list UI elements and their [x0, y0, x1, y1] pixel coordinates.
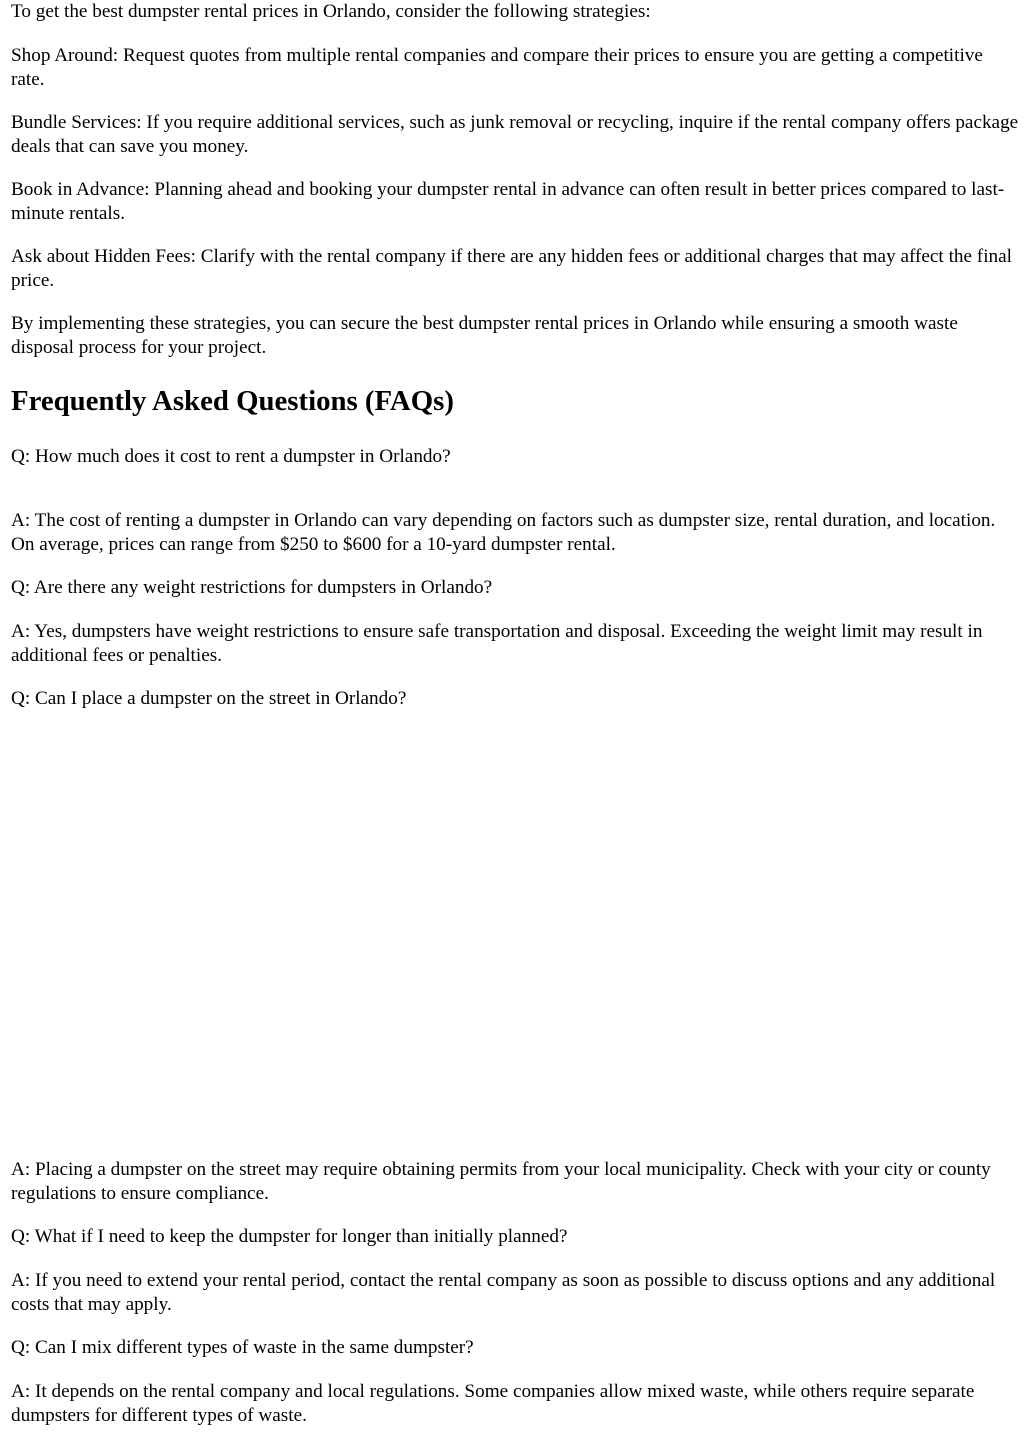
- strategy-shop-around: Shop Around: Request quotes from multiple rental companies and compare their prices to ensure you are getting a competitive rate.: [11, 45, 983, 90]
- faq-question: Q: How much does it cost to rent a dumpster in Orlando?: [11, 446, 451, 467]
- intro-paragraph: To get the best dumpster rental prices in Orlando, consider the following strategies:: [11, 1, 651, 22]
- faq-question: Q: Are there any weight restrictions for dumpsters in Orlando?: [11, 577, 493, 598]
- faq-answer: A: It depends on the rental company and local regulations. Some companies allow mixed waste, while others require separate dumpsters for different types of waste.: [11, 1381, 975, 1426]
- faq-question: Q: Can I place a dumpster on the street in Orlando?: [11, 688, 407, 709]
- faq-answer: A: If you need to extend your rental period, contact the rental company as soon as possible to discuss options and any additional costs that may apply.: [11, 1270, 996, 1315]
- faq-answer: A: The cost of renting a dumpster in Orlando can vary depending on factors such as dumpster size, rental duration, and location. On average, prices can range from $250 to $600 for a 10-yard dumpster rental.: [11, 510, 996, 555]
- strategy-book-in-advance: Book in Advance: Planning ahead and booking your dumpster rental in advance can often result in better prices compared to last-minute rentals.: [11, 179, 1005, 224]
- faq-answer: A: Yes, dumpsters have weight restrictions to ensure safe transportation and disposal. Exceeding the weight limit may result in additional fees or penalties.: [11, 621, 983, 666]
- faq-answer: A: Placing a dumpster on the street may require obtaining permits from your local municipality. Check with your city or county regulations to ensure compliance.: [11, 1159, 991, 1204]
- strategy-bundle-services: Bundle Services: If you require additional services, such as junk removal or recycling, inquire if the rental company offers package deals that can save you money.: [11, 112, 1019, 157]
- faq-heading: Frequently Asked Questions (FAQs): [11, 385, 454, 417]
- conclusion-paragraph: By implementing these strategies, you can secure the best dumpster rental prices in Orlando while ensuring a smooth waste disposal process for your project.: [11, 313, 958, 358]
- strategy-hidden-fees: Ask about Hidden Fees: Clarify with the rental company if there are any hidden fees or additional charges that may affect the final price.: [11, 246, 1012, 291]
- faq-question: Q: Can I mix different types of waste in the same dumpster?: [11, 1337, 474, 1358]
- faq-question: Q: What if I need to keep the dumpster for longer than initially planned?: [11, 1226, 568, 1247]
